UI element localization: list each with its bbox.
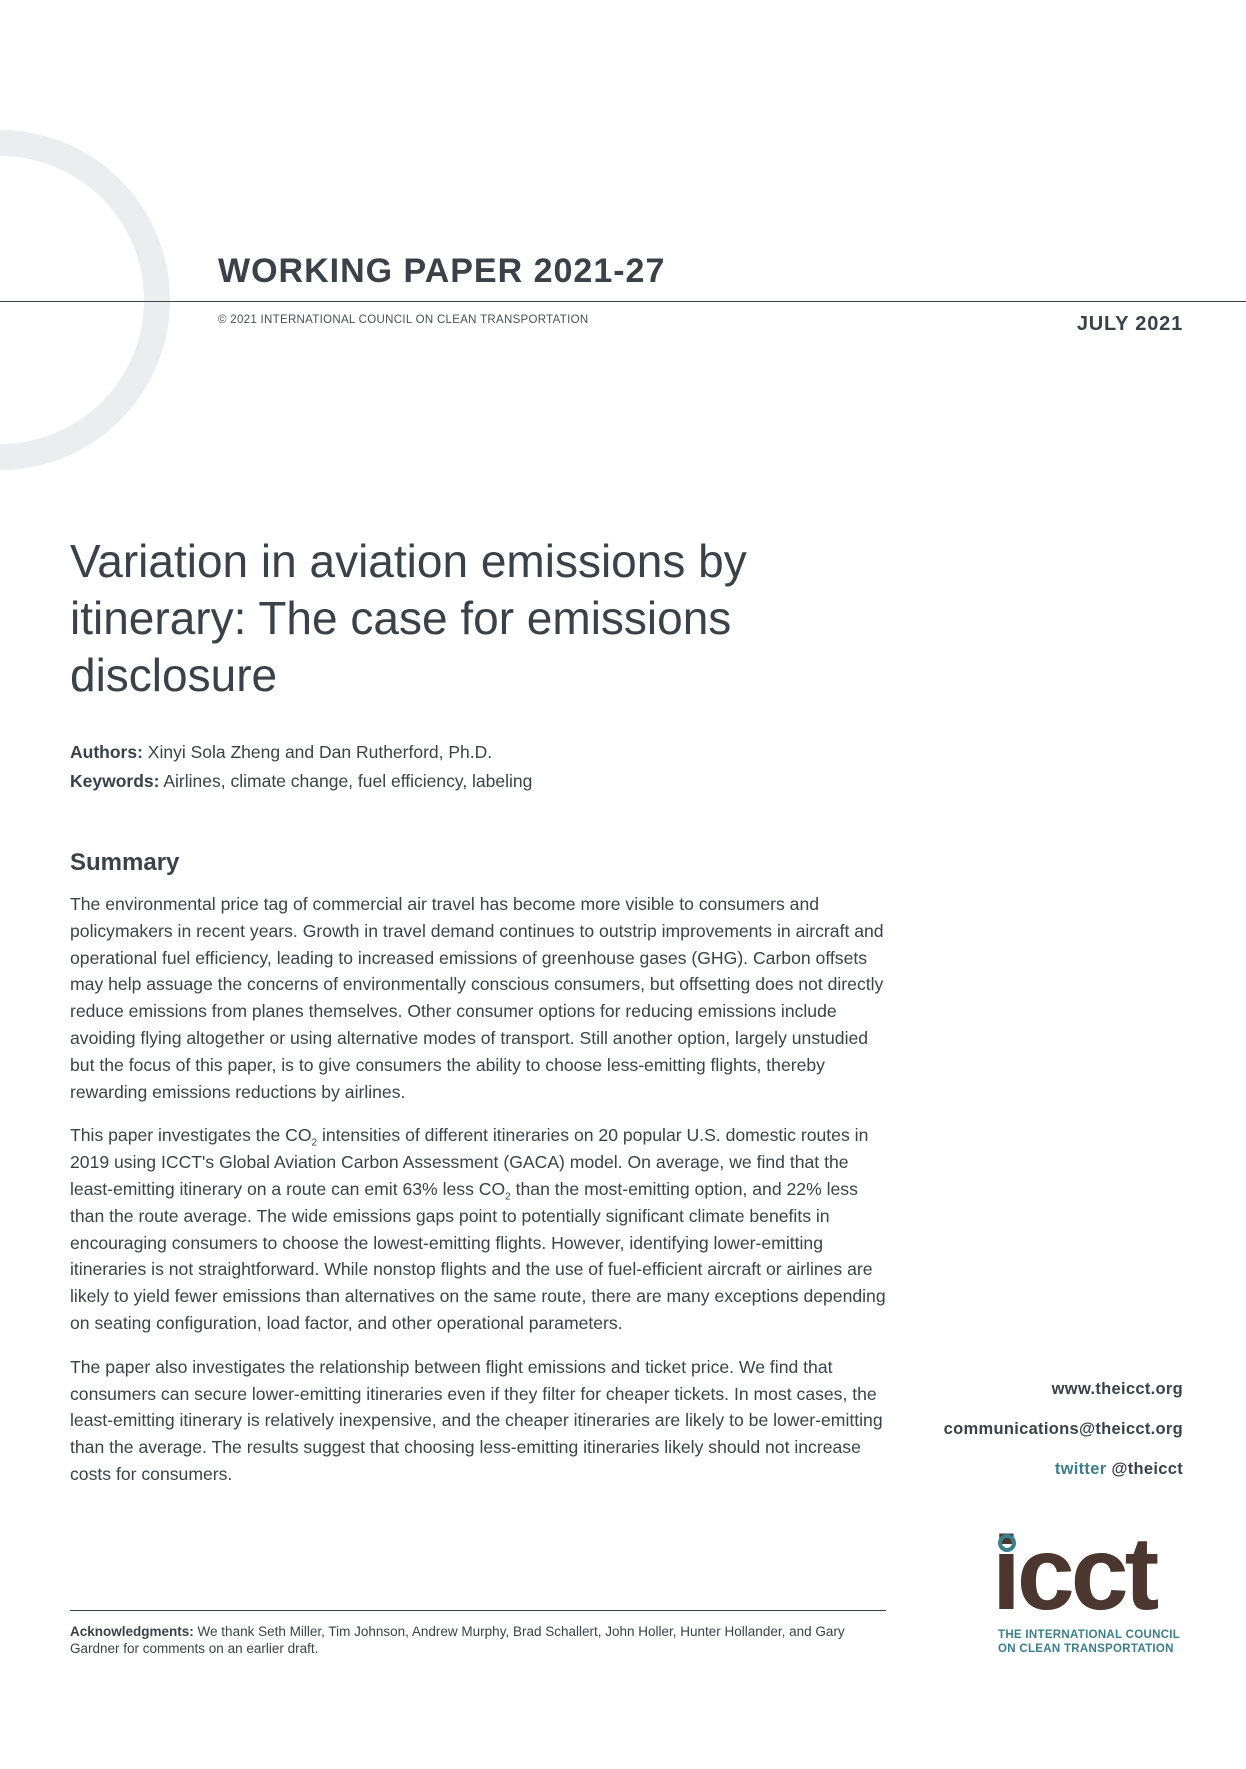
keywords-label: Keywords:: [70, 771, 160, 791]
paper-title: Variation in aviation emissions by itinerary: The case for emissions disclosure: [70, 535, 747, 701]
acknowledgments-label: Acknowledgments:: [70, 1624, 194, 1639]
working-paper-label: WORKING PAPER 2021-27: [218, 252, 666, 290]
logo-tagline-line-1: THE INTERNATIONAL COUNCIL: [998, 1629, 1181, 1641]
twitter-handle: @theicct: [1111, 1460, 1183, 1478]
summary-body: [70, 891, 890, 1505]
keywords-line: [70, 767, 532, 796]
copyright-notice: © 2021 INTERNATIONAL COUNCIL ON CLEAN TRANSPORTATION: [218, 314, 589, 326]
p2-text-a: This paper investigates the CO: [70, 1125, 312, 1146]
acknowledgments: [70, 1623, 870, 1657]
logo-dot-ring: [998, 1534, 1016, 1552]
logo-tagline: [998, 1628, 1180, 1656]
email-link[interactable]: communications@theicct.org: [943, 1420, 1183, 1438]
keywords-value: Airlines, climate change, fuel efficiency, labeling: [163, 771, 533, 791]
publication-date: JULY 2021: [1076, 313, 1183, 335]
co2-subscript: 2: [505, 1191, 511, 1203]
summary-paragraph-2: [70, 1122, 890, 1336]
co2-subscript: 2: [311, 1137, 318, 1149]
p2-text-b: intensities of different itineraries on 20 popular U.S. domestic routes in 2019 using ICCT's Global Aviation Carbon Assessment (GACA) model. On average, we find that the least-emitting itinerary on a route can emit 63% less CO: [70, 1125, 869, 1199]
summary-heading: Summary: [70, 849, 180, 876]
logo-wordmark: icct: [992, 1516, 1156, 1632]
header-divider: [0, 301, 1246, 302]
acknowledgments-divider: [70, 1610, 886, 1611]
logo-tagline-line-2: ON CLEAN TRANSPORTATION: [998, 1643, 1174, 1655]
website-link[interactable]: www.theicct.org: [1051, 1380, 1183, 1398]
icct-logo: [992, 1516, 1188, 1660]
summary-paragraph-3: The paper also investigates the relationship between flight emissions and ticket price. We find that consumers can secure lower-emitting itineraries even if they filter for cheaper tickets. In most cases, the least-emitting itinerary is relatively inexpensive, and the cheaper itineraries are likely to be lower-emitting than the average. The results suggest that choosing less-emitting itineraries likely should not increase costs for consumers.: [70, 1356, 883, 1484]
authors-value: Xinyi Sola Zheng and Dan Rutherford, Ph.D.: [147, 742, 493, 762]
decorative-ring: [0, 130, 170, 470]
summary-paragraph-1: The environmental price tag of commercial air travel has become more visible to consumers and policymakers in recent years. Growth in travel demand continues to outstrip improvements in aircraft and operational fuel efficiency, leading to increased emissions of greenhouse gases (GHG). Carbon offsets may help assuage the concerns of environmentally conscious consumers, but offsetting does not directly reduce emissions from planes themselves. Other consumer options for reducing emissions include avoiding flying altogether or using alternative modes of transport. Still another option, largely unstudied but the focus of this paper, is to give consumers the ability to choose less-emitting flights, thereby rewarding emissions reductions by airlines.: [70, 894, 884, 1102]
acknowledgments-text: We thank Seth Miller, Tim Johnson, Andrew Murphy, Brad Schallert, John Holler, Hunter Hollander, and Gary Gardner for comments on an earlier draft.: [70, 1624, 845, 1656]
twitter-link[interactable]: [1055, 1460, 1183, 1479]
p2-text-c: than the most-emitting option, and 22% less than the route average. The wide emissions gaps point to potentially significant climate benefits in encouraging consumers to choose the lowest-emitting flights. However, identifying lower-emitting itineraries is not straightforward. While nonstop flights and the use of fuel-efficient aircraft or airlines are likely to yield fewer emissions than alternatives on the same route, there are many exceptions depending on seating configuration, load factor, and other operational parameters.: [70, 1178, 886, 1333]
twitter-label: twitter: [1054, 1460, 1107, 1478]
authors-label: Authors:: [70, 742, 143, 762]
paper-meta: [70, 738, 532, 796]
authors-line: [70, 738, 532, 767]
